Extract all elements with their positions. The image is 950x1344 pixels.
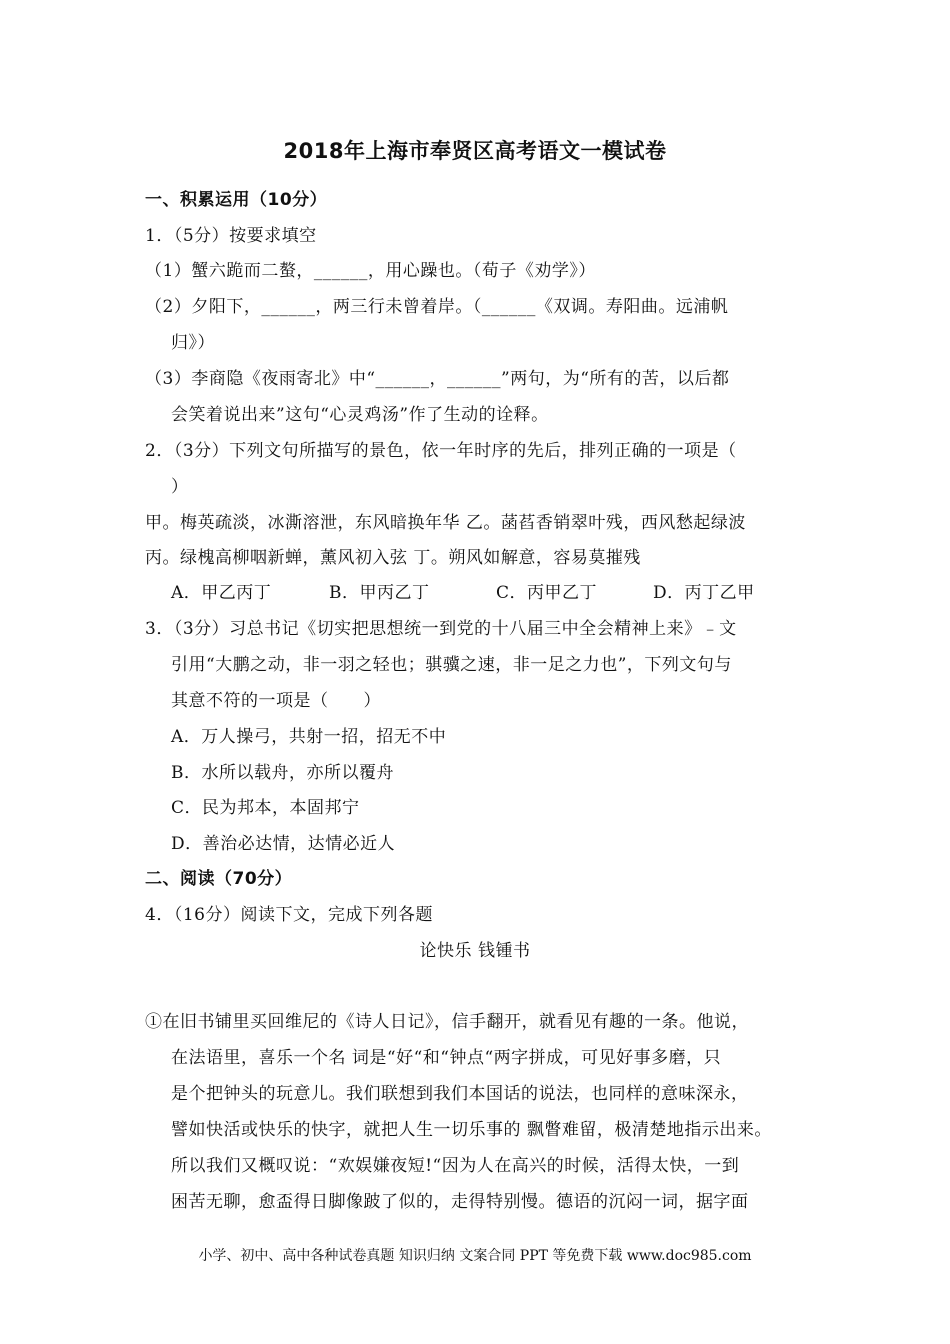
question-1-part-3-cont: 会笑着说出来”这句“心灵鸡汤”作了生动的诠释。	[171, 405, 549, 425]
question-3-option-b[interactable]: B．水所以载舟，亦所以覆舟	[171, 763, 394, 783]
page-footer: 小学、初中、高中各种试卷真题 知识归纳 文案合同 PPT 等免费下载 www.doc985.com	[198, 1248, 752, 1264]
question-2-stem-cont: ）	[171, 477, 189, 497]
passage-line: 所以我们又概叹说：“欢娱嫌夜短!“因为人在高兴的时候，活得太快，一到	[171, 1156, 740, 1176]
question-3-stem: 3．（3分）习总书记《切实把思想统一到党的十八届三中全会精神上来》﹣文	[145, 619, 737, 639]
question-2-option-d[interactable]: D．丙丁乙甲	[653, 583, 755, 603]
question-1-part-1: （1）蟹六跪而二螯，______，用心躁也。（荀子《劝学》）	[145, 261, 596, 281]
question-2-option-b[interactable]: B．甲丙乙丁	[329, 583, 430, 603]
section-heading-1: 一、积累运用（10分）	[145, 190, 328, 210]
question-1-part-3: （3）李商隐《夜雨寄北》中“______，______”两句，为“所有的苦，以后都	[145, 369, 730, 389]
question-3-option-c[interactable]: C．民为邦本，本固邦宁	[171, 798, 360, 818]
question-1-part-2-cont: 归》）	[171, 333, 215, 353]
question-2-option-a[interactable]: A．甲乙丙丁	[171, 583, 272, 603]
question-1-part-2: （2）夕阳下，______，两三行未曾着岸。（______《双调。寿阳曲。远浦帆	[145, 297, 729, 317]
question-3-stem-cont-2: 其意不符的一项是（ ）	[171, 691, 381, 711]
passage-line: 譬如快活或快乐的快字，就把人生一切乐事的 飘瞥难留，极清楚地指示出来。	[171, 1120, 772, 1140]
passage-line: 在法语里，喜乐一个名 词是“好“和“钟点“两字拼成，可见好事多磨，只	[171, 1048, 722, 1068]
question-2-options	[171, 581, 755, 605]
page-title: 2018年上海市奉贤区高考语文一模试卷	[283, 139, 667, 163]
question-3-option-d[interactable]: D．善治必达情，达情必近人	[171, 834, 396, 854]
question-2-option-c[interactable]: C．丙甲乙丁	[496, 583, 598, 603]
question-3-stem-cont-1: 引用“大鹏之动，非一羽之轻也；骐骥之速，非一足之力也”，下列文句与	[171, 655, 732, 675]
question-2-text-line-1: 甲。梅英疏淡，冰澌溶泄，东风暗换年华 乙。菡萏香销翠叶残，西风愁起绿波	[145, 513, 746, 533]
question-1-stem: 1．（5分）按要求填空	[145, 226, 317, 246]
question-3-option-a[interactable]: A．万人操弓，共射一招，招无不中	[171, 727, 447, 747]
question-2-stem: 2．（3分）下列文句所描写的景色，依一年时序的先后，排列正确的一项是（	[145, 441, 737, 461]
passage-title: 论快乐 钱锺书	[419, 941, 531, 961]
passage-line: 困苦无聊，愈盃得日脚像跛了似的，走得特别慢。德语的沉闷一词，据字面	[171, 1192, 749, 1212]
passage-line: 是个把钟头的玩意儿。我们联想到我们本国话的说法，也同样的意味深永，	[171, 1084, 749, 1104]
question-4-stem: 4．（16分）阅读下文，完成下列各题	[145, 905, 433, 925]
passage-line: ①在旧书铺里买回维尼的《诗人日记》，信手翻开，就看见有趣的一条。他说，	[145, 1012, 749, 1032]
question-2-text-line-2: 丙。绿槐高柳咽新蝉，薰风初入弦 丁。朔风如解意，容易莫摧残	[145, 548, 641, 568]
section-heading-2: 二、阅读（70分）	[145, 869, 293, 889]
